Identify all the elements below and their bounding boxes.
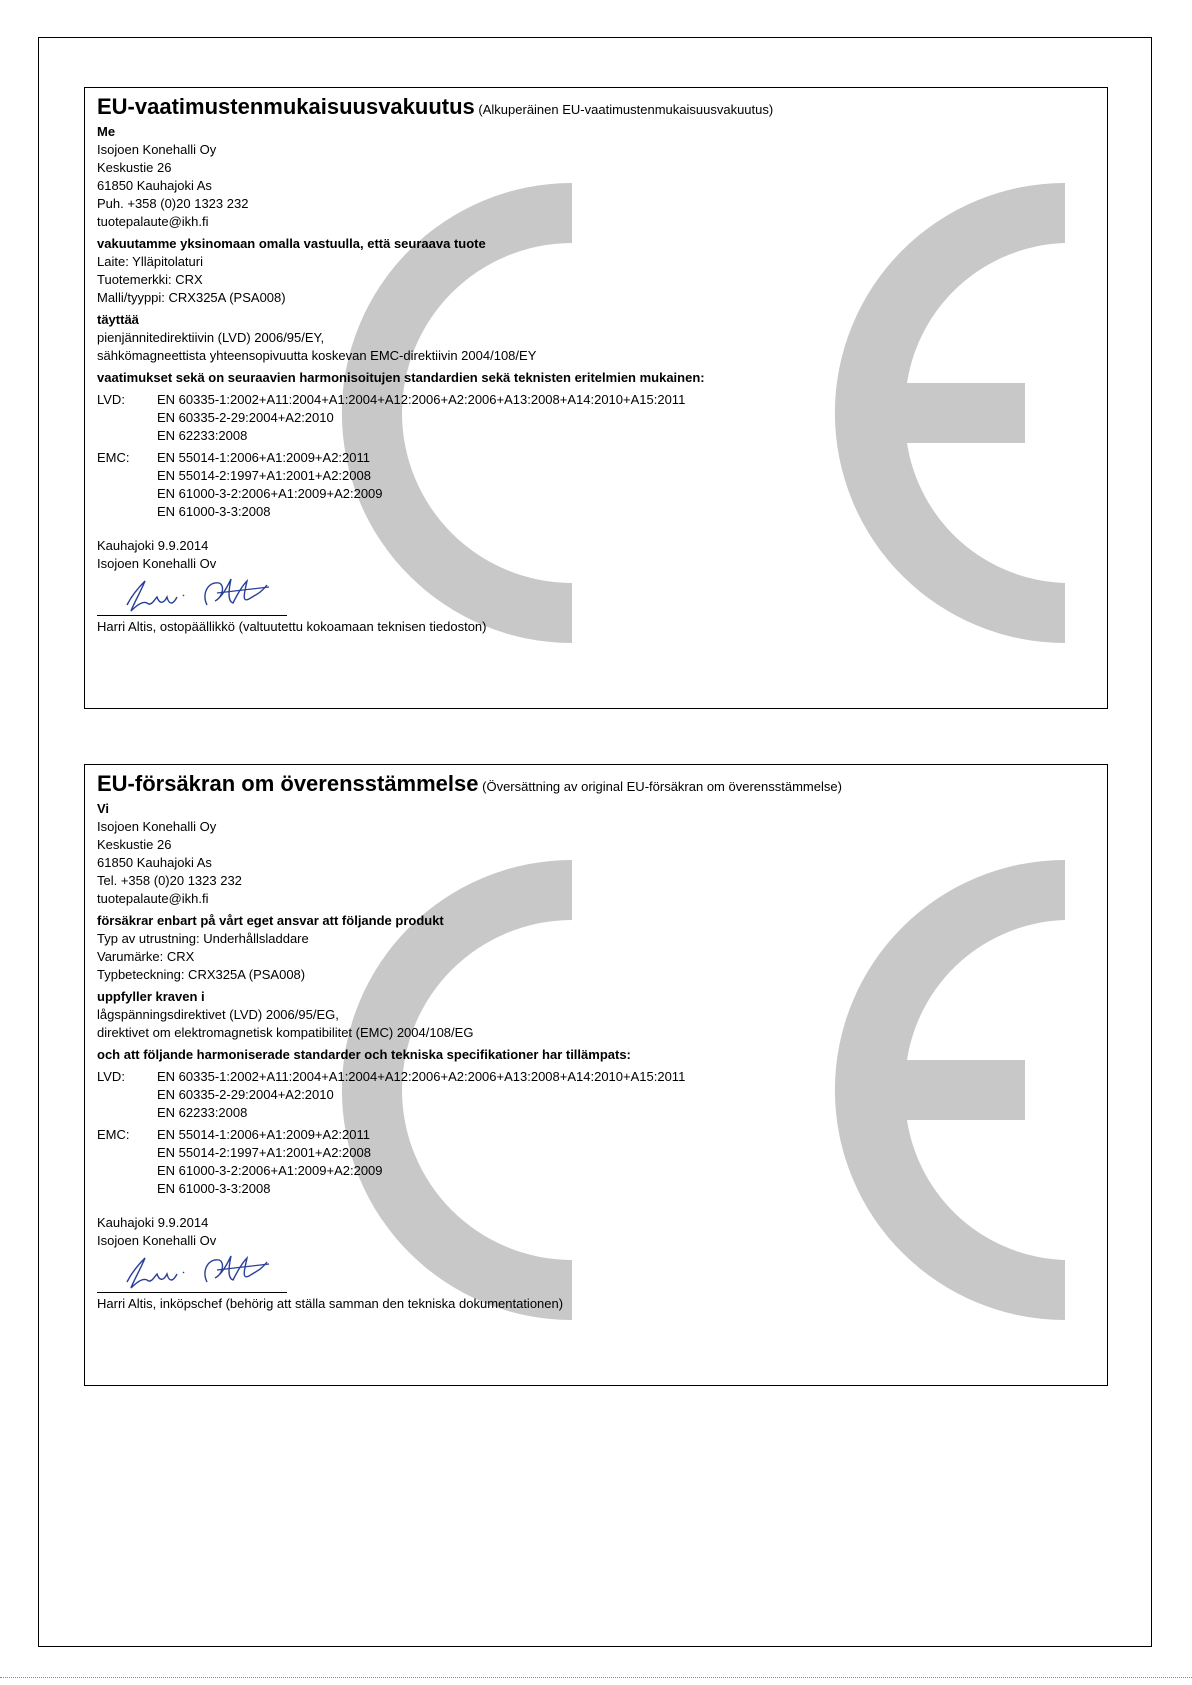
standard-item: EN 60335-2-29:2004+A2:2010 <box>157 1087 334 1102</box>
page-bottom-edge <box>0 1677 1192 1678</box>
standard-item: EN 61000-3-2:2006+A1:2009+A2:2009 <box>157 486 383 501</box>
address-line: Keskustie 26 <box>97 837 172 852</box>
declaration-subtitle: (Översättning av original EU-försäkran om överensstämmelse) <box>482 779 842 794</box>
standard-item: EN 60335-1:2002+A11:2004+A1:2004+A12:2006+A2:2006+A13:2008+A14:2010+A15:2011 <box>157 392 686 407</box>
product-line: Typbeteckning: CRX325A (PSA008) <box>97 967 306 982</box>
address-line: Keskustie 26 <box>97 160 172 175</box>
standard-item: EN 62233:2008 <box>157 1105 248 1120</box>
declaration-subtitle: (Alkuperäinen EU-vaatimustenmukaisuusvakuutus) <box>478 102 774 117</box>
declaration-finnish <box>84 87 1108 709</box>
standard-item: EN 55014-2:1997+A1:2001+A2:2008 <box>157 468 371 483</box>
declaration-swedish <box>84 764 1108 1386</box>
product-line: Tuotemerkki: CRX <box>97 272 203 287</box>
standard-item: EN 60335-1:2002+A11:2004+A1:2004+A12:2006+A2:2006+A13:2008+A14:2010+A15:2011 <box>157 1069 686 1084</box>
directive-line: sähkömagneettista yhteensopivuutta koskevan EMC-direktiivin 2004/108/EY <box>97 348 537 363</box>
lvd-label: LVD: <box>97 1069 125 1084</box>
emc-standards <box>97 1126 1095 1198</box>
standard-item: EN 55014-1:2006+A1:2009+A2:2011 <box>157 1127 370 1142</box>
product-line: Malli/tyyppi: CRX325A (PSA008) <box>97 290 286 305</box>
standard-item: EN 55014-2:1997+A1:2001+A2:2008 <box>157 1145 371 1160</box>
signature-line <box>97 1292 287 1293</box>
standard-item: EN 61000-3-3:2008 <box>157 1181 271 1196</box>
lvd-standards <box>97 1068 1095 1122</box>
product-line: Laite: Ylläpitolaturi <box>97 254 203 269</box>
address-line: tuotepalaute@ikh.fi <box>97 891 209 906</box>
address-line: Isojoen Konehalli Oy <box>97 819 217 834</box>
signature <box>97 1252 283 1294</box>
standard-item: EN 62233:2008 <box>157 428 248 443</box>
place-date: Kauhajoki 9.9.2014 <box>97 538 209 553</box>
address-line: Tel. +358 (0)20 1323 232 <box>97 873 242 888</box>
signature-line <box>97 615 287 616</box>
declaration-title: EU-försäkran om överensstämmelse <box>97 771 479 796</box>
address-line: Isojoen Konehalli Oy <box>97 142 217 157</box>
fulfils-heading: täyttää <box>97 312 139 327</box>
we-heading: Me <box>97 124 116 139</box>
standard-item: EN 61000-3-3:2008 <box>157 504 271 519</box>
place-date: Kauhajoki 9.9.2014 <box>97 1215 209 1230</box>
emc-standards <box>97 449 1095 521</box>
fulfils-heading: uppfyller kraven i <box>97 989 205 1004</box>
standard-item: EN 61000-3-2:2006+A1:2009+A2:2009 <box>157 1163 383 1178</box>
directive-line: pienjännitedirektiivin (LVD) 2006/95/EY, <box>97 330 325 345</box>
address-line: Puh. +358 (0)20 1323 232 <box>97 196 249 211</box>
address-line: 61850 Kauhajoki As <box>97 178 212 193</box>
standards-heading: vaatimukset sekä on seuraavien harmonisoitujen standardien sekä teknisten eritelmien mukainen: <box>97 370 705 385</box>
company-name: Isojoen Konehalli Ov <box>97 556 217 571</box>
declare-heading: vakuutamme yksinomaan omalla vastuulla, että seuraava tuote <box>97 236 486 251</box>
address-line: 61850 Kauhajoki As <box>97 855 212 870</box>
signer-name: Harri Altis, inköpschef (behörig att ställa samman den tekniska dokumentationen) <box>97 1296 564 1311</box>
emc-label: EMC: <box>97 1127 130 1142</box>
signature <box>97 575 283 617</box>
declare-heading: försäkrar enbart på vårt eget ansvar att följande produkt <box>97 913 444 928</box>
we-heading: Vi <box>97 801 110 816</box>
declaration-title: EU-vaatimustenmukaisuusvakuutus <box>97 94 475 119</box>
lvd-standards <box>97 391 1095 445</box>
product-line: Typ av utrustning: Underhållsladdare <box>97 931 309 946</box>
lvd-label: LVD: <box>97 392 125 407</box>
directive-line: direktivet om elektromagnetisk kompatibilitet (EMC) 2004/108/EG <box>97 1025 474 1040</box>
signer-name: Harri Altis, ostopäällikkö (valtuutettu kokoamaan teknisen tiedoston) <box>97 619 487 634</box>
standard-item: EN 55014-1:2006+A1:2009+A2:2011 <box>157 450 370 465</box>
standards-heading: och att följande harmoniserade standarder och tekniska specifikationer har tillämpats: <box>97 1047 631 1062</box>
emc-label: EMC: <box>97 450 130 465</box>
address-line: tuotepalaute@ikh.fi <box>97 214 209 229</box>
product-line: Varumärke: CRX <box>97 949 195 964</box>
company-name: Isojoen Konehalli Ov <box>97 1233 217 1248</box>
standard-item: EN 60335-2-29:2004+A2:2010 <box>157 410 334 425</box>
directive-line: lågspänningsdirektivet (LVD) 2006/95/EG, <box>97 1007 339 1022</box>
